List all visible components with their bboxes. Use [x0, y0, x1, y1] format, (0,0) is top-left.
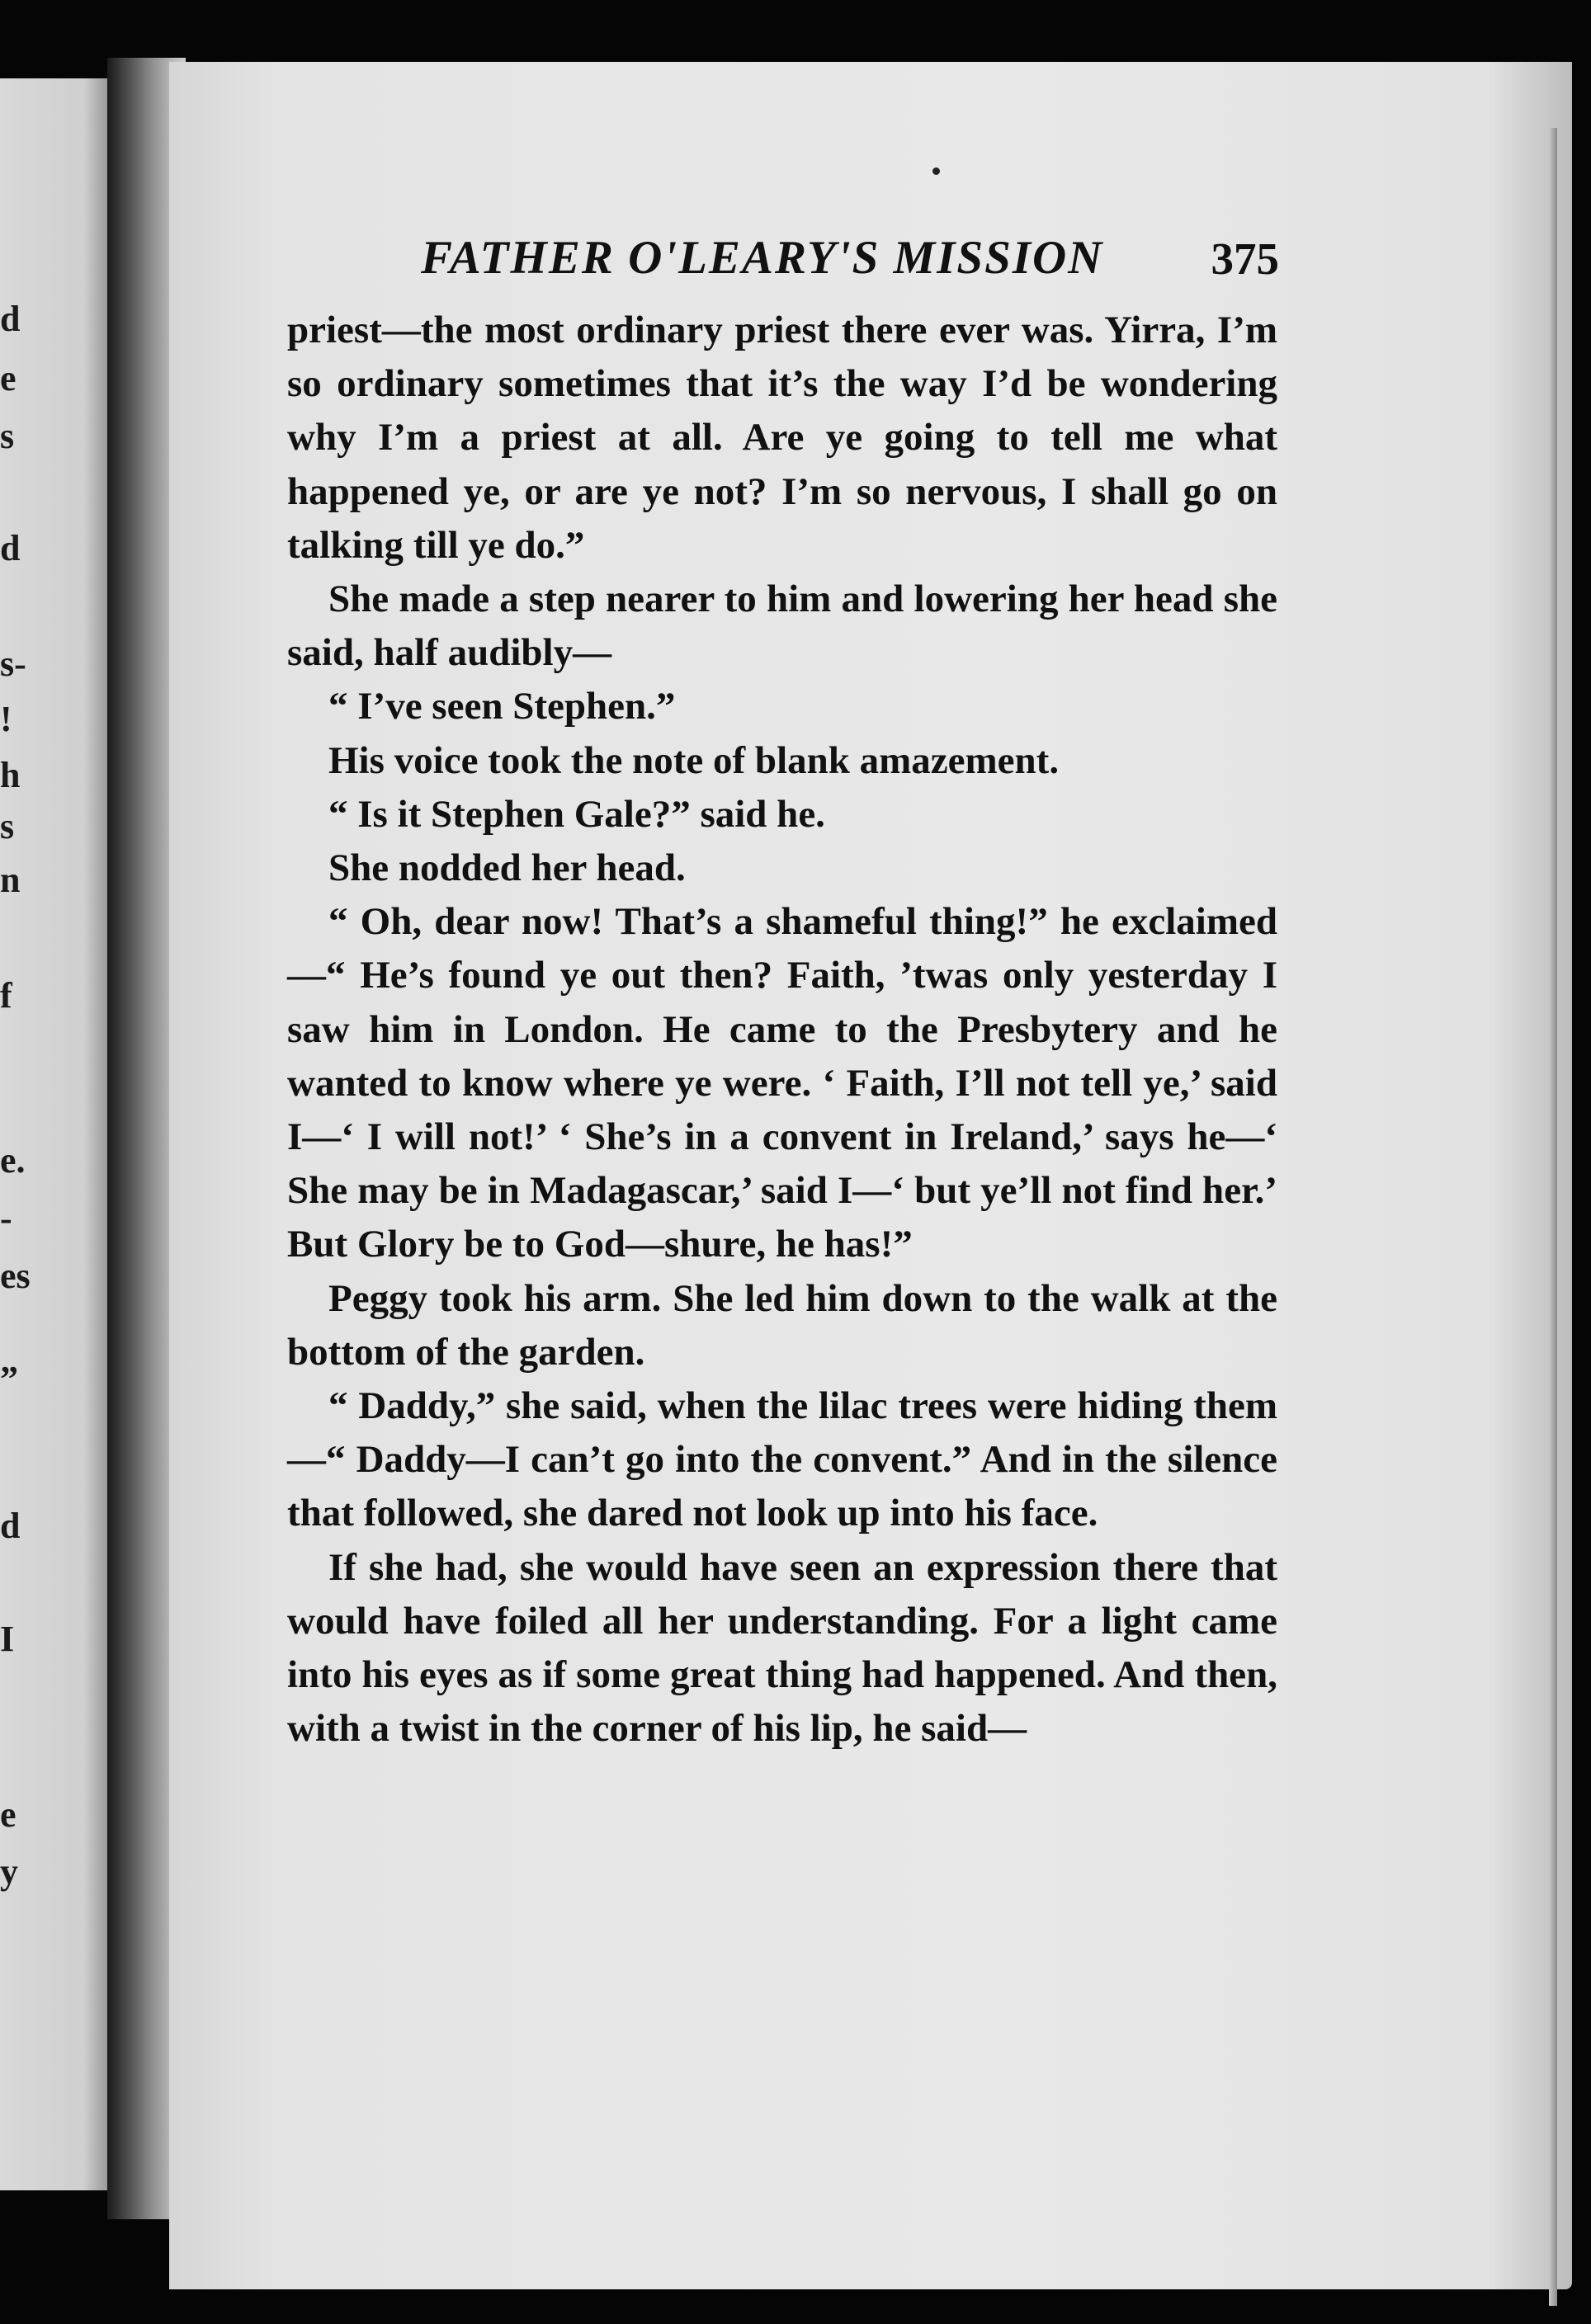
- paragraph: She made a step nearer to him and lowering her head she said, half audibly—: [287, 577, 1277, 675]
- page-number: 375: [1211, 233, 1279, 284]
- fragment-char: d: [0, 299, 21, 339]
- paragraph: Peggy took his arm. She led him down to the walk at the bottom of the garden.: [287, 1276, 1277, 1374]
- paragraph: She nodded her head.: [328, 846, 686, 890]
- fragment-char: d: [0, 528, 21, 568]
- previous-page-edge: [0, 78, 120, 2190]
- fragment-char: s: [0, 416, 15, 456]
- fragment-char: -: [0, 1198, 12, 1238]
- fragment-char: y: [0, 1851, 18, 1892]
- body-text: [287, 304, 1277, 1756]
- fragment-char: d: [0, 1506, 21, 1546]
- paragraph: “ Daddy,” she said, when the lilac trees were hiding them—“ Daddy—I can’t go into the convent.” And in the silence that followed, she dared not look up into his face.: [287, 1384, 1277, 1535]
- fragment-char: I: [0, 1619, 15, 1659]
- paragraph: “ Is it Stephen Gale?” said he.: [328, 792, 825, 836]
- fragment-char: !: [0, 699, 12, 739]
- paragraph: If she had, she would have seen an expression there that would have foiled all her understanding. For a light came into his eyes as if some great thing had happened. And then, with a twist in the corner of his lip, he said—: [287, 1545, 1277, 1751]
- paragraph: His voice took the note of blank amazement.: [328, 738, 1060, 782]
- fragment-char: s: [0, 806, 15, 846]
- fragment-char: s-: [0, 643, 26, 684]
- previous-page-text-fragments: [0, 78, 33, 2190]
- paragraph: “ Oh, dear now! That’s a shameful thing!” he exclaimed—“ He’s found ye out then? Faith, ’twas only yesterday I saw him in London. He came to the Presbytery and he wanted to know where ye were. ‘ Faith, I’ll not tell ye,’ said I—‘ I will not!’ ‘ She’s in a convent in Ireland,’ says he—‘ She may be in Madagascar,’ said I—‘ but ye’ll not find her.’ But Glory be to God—shure, he has!”: [287, 900, 1277, 1266]
- fragment-char: e.: [0, 1140, 26, 1181]
- paragraph: priest—the most ordinary priest there ever was. Yirra, I’m so ordinary sometimes that it’s the way I’d be wondering why I’m a priest at all. Are ye going to tell me what happened ye, or are ye not? I’m so nervous, I shall go on talking till ye do.”: [287, 309, 1277, 567]
- page-right-edge: [1549, 128, 1557, 2306]
- fragment-char: h: [0, 755, 21, 795]
- fragment-char: es: [0, 1256, 31, 1296]
- fragment-char: e: [0, 358, 17, 398]
- running-head: [421, 231, 1287, 289]
- fragment-char: f: [0, 975, 12, 1016]
- fragment-char: ”: [0, 1359, 18, 1399]
- ink-speck: [932, 167, 940, 175]
- fragment-char: n: [0, 860, 21, 900]
- paragraph: “ I’ve seen Stephen.”: [328, 685, 676, 728]
- fragment-char: e: [0, 1794, 17, 1835]
- running-head-title: FATHER O'LEARY'S MISSION: [421, 232, 1104, 284]
